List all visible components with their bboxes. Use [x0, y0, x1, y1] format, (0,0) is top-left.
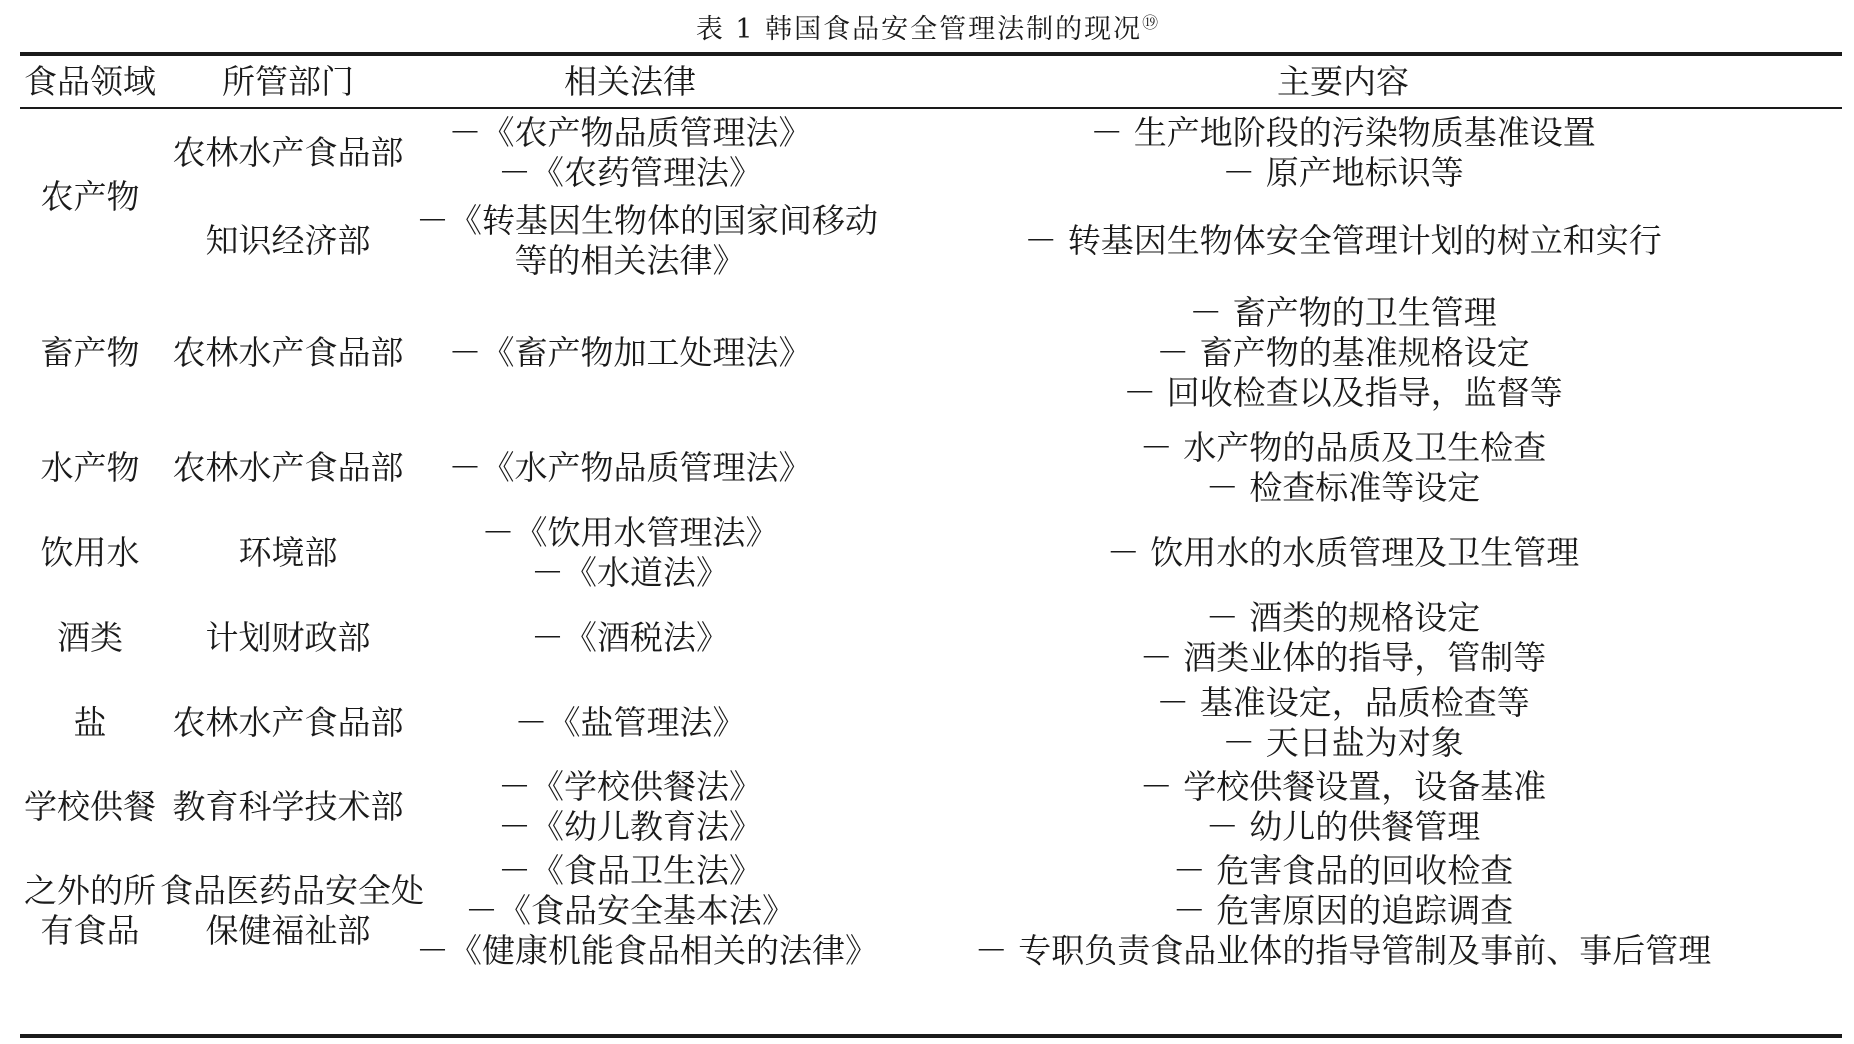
cell-line: － 饮用水的水质管理及卫生管理 [1106, 533, 1580, 572]
cell-line: －《酒税法》 [531, 618, 729, 657]
cell-line: 盐 [73, 703, 107, 742]
cell-domain [20, 107, 160, 283]
cell-line: － 生产地阶段的污染物质基准设置 [1090, 113, 1596, 152]
cell-line: 畜产物 [40, 333, 140, 372]
cell-line: 农林水产食品部 [172, 333, 404, 372]
footnote-mark: ⑲ [1142, 13, 1159, 32]
cell-content [844, 107, 1842, 199]
cell-domain [20, 513, 160, 593]
cell-dept [160, 199, 416, 283]
cell-dept [160, 283, 416, 423]
cell-line: －《转基因生物体的国家间移动 [416, 201, 878, 240]
cell-line: － 转基因生物体安全管理计划的树立和实行 [1024, 221, 1662, 260]
cell-domain [20, 851, 160, 971]
cell-line: 酒类 [57, 618, 123, 657]
cell-line: － 学校供餐设置，设备基准 [1139, 767, 1547, 806]
cell-line: － 酒类的规格设定 [1205, 598, 1481, 637]
cell-line: 等的相关法律》 [514, 241, 746, 280]
table-row [20, 513, 1842, 593]
cell-content [844, 423, 1842, 513]
cell-content [844, 283, 1842, 423]
cell-line: 饮用水 [40, 533, 140, 572]
cell-line: 知识经济部 [205, 221, 371, 260]
cell-line: 之外的所 [24, 871, 156, 910]
cell-law [416, 851, 878, 971]
cell-content [844, 763, 1842, 851]
cell-line: － 水产物的品质及卫生检查 [1139, 428, 1547, 467]
cell-law [416, 423, 844, 513]
header-domain: 食品领域 [24, 61, 156, 101]
cell-law [416, 199, 878, 283]
header-dept: 所管部门 [222, 61, 354, 101]
cell-law [416, 513, 844, 593]
cell-line: － 危害原因的追踪调查 [1172, 891, 1514, 930]
food-safety-law-table [20, 56, 1842, 971]
cell-law [416, 683, 844, 763]
cell-law [416, 763, 844, 851]
cell-domain [20, 423, 160, 513]
cell-domain [20, 683, 160, 763]
cell-domain [20, 593, 160, 683]
table-row [20, 683, 1842, 763]
cell-content [844, 683, 1842, 763]
cell-line: － 畜产物的卫生管理 [1189, 293, 1497, 332]
cell-line: －《健康机能食品相关的法律》 [416, 931, 878, 970]
cell-line: 食品医药品安全处 [160, 871, 424, 910]
cell-line: －《农药管理法》 [498, 153, 762, 192]
cell-line: －《盐管理法》 [514, 703, 746, 742]
cell-line: －《食品卫生法》 [498, 851, 762, 890]
bottom-rule [20, 1034, 1842, 1038]
cell-domain [20, 763, 160, 851]
cell-law [416, 283, 844, 423]
cell-dept [160, 763, 416, 851]
cell-line: 环境部 [238, 533, 338, 572]
cell-domain [20, 283, 160, 423]
cell-line: － 专职负责食品业体的指导管制及事前、事后管理 [974, 931, 1712, 970]
cell-line: 教育科学技术部 [172, 787, 404, 826]
cell-line: 农林水产食品部 [172, 133, 404, 172]
cell-line: 学校供餐 [24, 787, 156, 826]
table-title: 表 1 韩国食品安全管理法制的现况 [695, 14, 1143, 45]
cell-line: － 原产地标识等 [1222, 153, 1464, 192]
cell-line: －《饮用水管理法》 [481, 513, 779, 552]
cell-line: － 回收检查以及指导，监督等 [1123, 373, 1563, 412]
cell-line: － 幼儿的供餐管理 [1205, 807, 1481, 846]
header-row [20, 56, 1842, 107]
header-content: 主要内容 [1277, 61, 1409, 101]
cell-line: 农产物 [40, 177, 140, 216]
cell-law [416, 107, 844, 199]
cell-line: －《畜产物加工处理法》 [448, 333, 812, 372]
cell-line: － 检查标准等设定 [1205, 468, 1481, 507]
header-law: 相关法律 [564, 61, 696, 101]
table-row [20, 851, 1842, 971]
cell-dept [160, 107, 416, 199]
cell-line: 农林水产食品部 [172, 448, 404, 487]
cell-content [844, 513, 1842, 593]
cell-line: － 酒类业体的指导，管制等 [1139, 638, 1547, 677]
cell-line: －《学校供餐法》 [498, 767, 762, 806]
cell-line: －《水道法》 [531, 553, 729, 592]
cell-line: －《食品安全基本法》 [465, 891, 795, 930]
cell-line: － 危害食品的回收检查 [1172, 851, 1514, 890]
table-row [20, 423, 1842, 513]
cell-dept [160, 513, 416, 593]
table-row [20, 763, 1842, 851]
cell-line: 水产物 [40, 448, 140, 487]
cell-line: 农林水产食品部 [172, 703, 404, 742]
cell-content [844, 851, 1842, 971]
cell-line: － 畜产物的基准规格设定 [1156, 333, 1530, 372]
cell-content [844, 593, 1842, 683]
cell-dept [160, 593, 416, 683]
cell-line: － 天日盐为对象 [1222, 723, 1464, 762]
cell-line: 有食品 [40, 911, 140, 950]
table-row [20, 283, 1842, 423]
cell-line: －《农产物品质管理法》 [448, 113, 812, 152]
cell-dept [160, 851, 424, 971]
cell-line: － 基准设定，品质检查等 [1156, 683, 1530, 722]
table-row [20, 199, 1842, 283]
cell-dept [160, 423, 416, 513]
cell-law [416, 593, 844, 683]
table-caption [0, 2, 1854, 44]
cell-line: 保健福祉部 [205, 911, 371, 950]
cell-line: －《水产物品质管理法》 [448, 448, 812, 487]
cell-line: 计划财政部 [205, 618, 371, 657]
table-row [20, 107, 1842, 199]
cell-dept [160, 683, 416, 763]
table-row [20, 593, 1842, 683]
cell-line: －《幼儿教育法》 [498, 807, 762, 846]
cell-content [844, 199, 1842, 283]
